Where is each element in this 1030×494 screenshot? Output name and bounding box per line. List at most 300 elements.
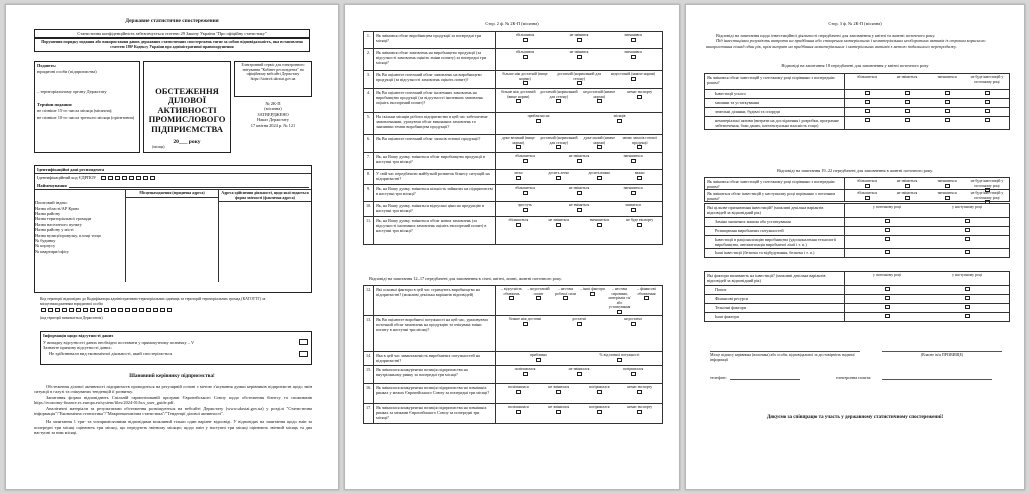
answer-option[interactable] [552,367,606,376]
answer-options [496,113,662,134]
option-checkbox[interactable] [509,296,514,300]
option-checkbox[interactable] [597,99,602,103]
option-checkbox[interactable] [577,208,582,212]
answer-option[interactable] [552,287,579,300]
answer-option[interactable] [967,109,1007,113]
question-row [364,32,662,49]
option-label: % від повної потужності [599,353,640,357]
option-checkbox[interactable] [885,296,890,300]
answer-option[interactable] [539,218,580,227]
option-checkbox[interactable] [637,145,642,149]
answer-option[interactable] [498,287,525,300]
answer-option[interactable] [847,314,927,318]
option-label: знизяться [625,203,641,207]
option-checkbox[interactable] [865,100,870,104]
answer-option[interactable] [847,179,887,188]
option-label: – відсутність обмежень [501,287,522,296]
option-checkbox[interactable] [865,196,870,200]
option-checkbox[interactable] [885,228,890,232]
option-checkbox[interactable] [945,109,950,113]
answer-option[interactable] [967,100,1007,104]
question-row [364,153,662,170]
option-checkbox[interactable] [577,159,582,163]
answer-option[interactable] [579,353,660,362]
option-checkbox[interactable] [523,81,528,85]
answer-option[interactable] [552,72,606,85]
answer-option[interactable] [498,317,552,326]
option-checkbox[interactable] [617,119,622,123]
option-checkbox[interactable] [523,159,528,163]
year-field[interactable]: 20___ року [173,139,201,146]
answer-option[interactable] [847,296,927,300]
option-checkbox[interactable] [985,91,990,95]
answer-option[interactable] [847,237,927,241]
option-label: зменшився [624,33,642,37]
answer-option[interactable] [887,118,927,122]
option-checkbox[interactable] [577,322,582,326]
answer-option[interactable] [927,179,967,188]
option-label: немає експорту [627,90,653,94]
submit-label: Подають: [37,63,57,68]
question-row [364,113,662,135]
answer-options [845,304,1009,312]
answer-option[interactable] [579,171,620,180]
question-number: 10. [364,202,374,216]
answer-option[interactable] [552,317,606,326]
answer-option[interactable] [552,186,606,195]
addr-row-label: Назва району у місті [35,227,74,233]
answer-options [845,99,1009,107]
answer-columns [845,204,1009,217]
option-checkbox[interactable] [577,372,582,376]
answer-option[interactable] [552,154,606,163]
answer-option[interactable] [498,50,552,59]
answer-option[interactable] [620,90,661,99]
option-checkbox[interactable] [523,55,528,59]
answer-options [496,404,662,423]
answer-options [496,49,662,70]
answer-option[interactable] [579,218,620,227]
option-checkbox[interactable] [556,390,561,394]
answer-option[interactable] [498,385,539,394]
option-checkbox[interactable] [865,109,870,113]
answer-options [845,117,1009,129]
answer-option[interactable] [498,136,539,149]
question-row [364,217,662,245]
absence-checkbox[interactable] [299,339,308,345]
option-label: не зміниться [896,191,918,195]
intro-paragraph: Запитання форми відповідають Спільній гармонізованій програмі Європейського Союзу щодо обстеження бізнесу та споживачів https://economy-finance.ec.europa.eu/system/files/2024-01/bcs_user_guide.pdf. [34,394,312,406]
option-checkbox[interactable] [631,55,636,59]
option-checkbox[interactable] [631,322,636,326]
option-label: зменшиться [937,179,957,183]
answer-option[interactable] [606,287,633,314]
edrpou-label: Ідентифікаційний код ЄДРПОУ [37,175,97,181]
answer-option[interactable] [887,91,927,95]
answer-option[interactable] [606,33,660,42]
answer-option[interactable] [539,405,580,414]
terms-2: не пізніше 10-го числа третього місяця (орієнтовна) [37,115,135,121]
answer-option[interactable] [498,154,552,163]
answer-option[interactable] [927,91,967,95]
email-field[interactable] [882,379,992,380]
option-checkbox[interactable] [516,176,521,180]
sub-row-label: Інвестиції в раціоналізацію виробництва (удосконалення технології виробництва, автоматизація виробничої лінії і т. п.) [705,236,845,248]
option-checkbox[interactable] [536,358,541,362]
option-checkbox[interactable] [905,109,910,113]
answer-option[interactable] [847,109,887,113]
question-21-table [704,203,1010,258]
option-checkbox[interactable] [885,314,890,318]
option-checkbox[interactable] [577,191,582,195]
answer-option[interactable] [847,287,927,291]
option-checkbox[interactable] [631,372,636,376]
answer-option[interactable] [633,287,660,300]
answer-option[interactable] [579,287,606,296]
option-checkbox[interactable] [516,390,521,394]
option-checkbox[interactable] [965,305,970,309]
answer-option[interactable] [927,191,967,200]
option-checkbox[interactable] [965,287,970,291]
option-checkbox[interactable] [905,91,910,95]
address-row-labels [35,190,125,282]
option-checkbox[interactable] [523,322,528,326]
form-period: (місячна) [264,106,282,112]
option-checkbox[interactable] [597,390,602,394]
option-checkbox[interactable] [523,38,528,42]
option-checkbox[interactable] [637,95,642,99]
answer-options [496,89,662,112]
answer-option[interactable] [887,109,927,113]
option-checkbox[interactable] [563,296,568,300]
answer-option[interactable] [847,191,887,200]
answer-options [496,170,662,184]
option-checkbox[interactable] [965,296,970,300]
option-label: збільшиться [515,154,535,158]
answer-option[interactable] [887,100,927,104]
katottg-note: Код території відповідно до Кодифікатора адміністративно-територіальних одиниць та територій територіальних громад (КАТОТТГ) за місцезнаходженням юридичної особи [40,297,266,306]
option-checkbox[interactable] [631,38,636,42]
question-row [364,352,662,366]
sub-row-label: земельні ділянки, будівлі та споруди [705,108,845,116]
option-checkbox[interactable] [965,219,970,223]
option-label: достатній (нормальний для сезону) [556,72,601,81]
answer-option[interactable] [927,250,1007,254]
option-label: зростуть [518,203,532,207]
option-checkbox[interactable] [590,292,595,296]
answer-option[interactable] [847,305,927,309]
option-label: не змінився [569,50,589,54]
edrpou-input[interactable] [100,176,156,180]
option-checkbox[interactable] [965,237,970,241]
answer-option[interactable] [606,72,660,81]
option-label: збільшився [515,50,535,54]
option-checkbox[interactable] [905,100,910,104]
option-label: не змінилася [548,385,570,389]
question-number: 12. [364,286,374,315]
question-row [364,89,662,113]
answer-option[interactable] [498,218,539,227]
column-header: у наступному році [952,273,982,277]
option-checkbox[interactable] [597,410,602,414]
option-checkbox[interactable] [965,314,970,318]
sub-row [705,249,1009,258]
option-label: більше ніж достатні [508,317,542,321]
option-label: – нестача робочої сили [555,287,576,296]
answer-option[interactable] [579,405,620,414]
answer-option[interactable] [967,91,1007,95]
answer-option[interactable] [887,191,927,200]
option-checkbox[interactable] [516,99,521,103]
option-checkbox[interactable] [523,208,528,212]
option-checkbox[interactable] [905,118,910,122]
answer-option[interactable] [606,154,660,163]
option-checkbox[interactable] [885,305,890,309]
answer-option[interactable] [620,136,661,149]
name-field[interactable] [69,183,309,188]
answer-option[interactable] [539,136,580,149]
option-checkbox[interactable] [945,100,950,104]
option-checkbox[interactable] [556,176,561,180]
option-checkbox[interactable] [631,208,636,212]
option-checkbox[interactable] [516,410,521,414]
answer-option[interactable] [927,100,967,104]
option-checkbox[interactable] [637,390,642,394]
absence-section [40,331,312,365]
answer-option[interactable] [847,250,927,254]
answer-options [845,286,1009,294]
question-row [364,170,662,185]
option-checkbox[interactable] [516,145,521,149]
option-checkbox[interactable] [985,118,990,122]
answer-options [845,236,1009,248]
option-checkbox[interactable] [644,296,649,300]
answer-option[interactable] [498,186,552,195]
actual-address-column[interactable] [219,190,311,282]
option-checkbox[interactable] [556,145,561,149]
option-checkbox[interactable] [945,91,950,95]
answer-option[interactable] [927,237,1007,241]
answer-options [845,218,1009,226]
option-checkbox[interactable] [637,410,642,414]
question-text: Як змінилася конкурентна позиція підприємства на зовнішніх ринках за межами Європейського Союзу за попередні три місяці? [374,404,496,423]
option-label: збільшиться [508,218,529,222]
answer-option[interactable] [847,100,887,104]
answer-option[interactable] [525,287,552,300]
answer-option[interactable] [539,385,580,394]
question-text: Як змінився обсяг замовлень на виробництво продукції (за відсутності замовлень оцініть зміни попиту) за попередні три місяці? [374,49,496,70]
option-checkbox[interactable] [945,184,950,188]
option-checkbox[interactable] [577,55,582,59]
answer-option[interactable] [606,50,660,59]
answer-option[interactable] [927,296,1007,300]
sub-row [705,295,1009,304]
answer-option[interactable] [847,219,927,223]
option-checkbox[interactable] [556,223,561,227]
option-checkbox[interactable] [865,118,870,122]
option-checkbox[interactable] [577,38,582,42]
answer-option[interactable] [498,171,539,180]
answer-option[interactable] [620,218,661,227]
option-checkbox[interactable] [905,184,910,188]
option-checkbox[interactable] [523,372,528,376]
question-row [364,71,662,89]
answer-option[interactable] [927,314,1007,318]
sub-row [705,117,1009,130]
option-checkbox[interactable] [597,145,602,149]
answer-option[interactable] [967,118,1007,122]
option-checkbox[interactable] [945,118,950,122]
sub-row [705,99,1009,108]
answer-option[interactable] [606,186,660,195]
option-checkbox[interactable] [631,191,636,195]
answer-option[interactable] [579,385,620,394]
question-text: Як змінилася конкурентна позиція підприємства на внутрішньому ринку за попередні три місяці? [374,366,496,383]
option-checkbox[interactable] [516,223,521,227]
option-label: не змінилася [548,405,570,409]
option-checkbox[interactable] [905,196,910,200]
answer-option[interactable] [927,109,967,113]
question-text: Як змінився обсяг інвестицій у поточному році порівняно з попереднім роком? [705,74,845,89]
answer-option[interactable] [847,91,887,95]
option-checkbox[interactable] [536,296,541,300]
answer-option[interactable] [606,317,660,326]
option-label: досить важко [588,171,611,175]
answer-options [845,295,1009,303]
answer-option[interactable] [927,305,1007,309]
option-checkbox[interactable] [631,77,636,81]
option-label: достатній (нормальний для сезону) [540,90,578,99]
answer-option[interactable] [498,405,539,414]
question-text: Як, на Вашу думку, зміняться відпускні ціни на продукцію в наступні три місяці? [374,202,496,216]
katottg-input[interactable] [40,308,173,312]
option-label: поліпшилася [507,405,529,409]
answer-options [496,217,662,244]
option-checkbox[interactable] [556,410,561,414]
answer-option[interactable] [606,367,660,376]
option-checkbox[interactable] [885,237,890,241]
option-checkbox[interactable] [577,81,582,85]
option-checkbox[interactable] [637,176,642,180]
answer-option[interactable] [927,219,1007,223]
column-header: у наступному році [952,205,982,209]
sub-row [705,227,1009,236]
option-checkbox[interactable] [617,358,622,362]
option-checkbox[interactable] [617,310,622,314]
name-line[interactable] [882,351,1002,352]
answer-option[interactable] [539,90,580,103]
option-checkbox[interactable] [985,100,990,104]
option-checkbox[interactable] [965,250,970,254]
answer-options [496,286,662,315]
option-checkbox[interactable] [885,219,890,223]
option-checkbox[interactable] [985,109,990,113]
survey-title-box [143,61,231,153]
answer-option[interactable] [498,33,552,42]
answer-option[interactable] [847,118,887,122]
question-number: 4. [364,89,374,112]
question-row [364,202,662,217]
answer-option[interactable] [579,136,620,149]
question-number: 11. [364,217,374,244]
answer-option[interactable] [552,50,606,59]
answer-option[interactable] [498,367,552,376]
option-checkbox[interactable] [556,99,561,103]
question-row [364,49,662,71]
answer-option[interactable] [927,287,1007,291]
option-checkbox[interactable] [637,223,642,227]
question-number: 9. [364,185,374,201]
question-text: Як Ви оцінюєте виробничі потужності на цей час, ураховуючи поточний обсяг замовлень на продукцію та очікувані зміни попиту в наступні три місяці? [374,316,496,351]
answer-option[interactable] [927,118,967,122]
answer-option[interactable] [498,203,552,212]
absence-text-3: Не здійснювали вид економічної діяльності, який спостерігається [49,351,173,357]
option-checkbox[interactable] [865,184,870,188]
intro-text: Відповіді на запитання щодо інвестиційної діяльності передбачені для заповнення у квітні та жовтні поточного року. [716,33,936,38]
answer-option[interactable] [847,228,927,232]
option-checkbox[interactable] [597,223,602,227]
answer-option[interactable] [498,90,539,103]
answer-option[interactable] [579,90,620,103]
option-checkbox[interactable] [597,176,602,180]
answer-option[interactable] [498,72,552,85]
option-checkbox[interactable] [536,119,541,123]
question-row [364,404,662,424]
option-label: недостатній (нижче норми) [583,90,616,99]
option-checkbox[interactable] [865,91,870,95]
answer-option[interactable] [539,171,580,180]
option-label: не зміниться [896,179,918,183]
answer-option[interactable] [498,114,579,123]
phone-label: телефон: [710,375,727,380]
option-label: не зміняться [568,203,590,207]
signature-line[interactable] [710,351,860,352]
answer-option[interactable] [620,171,661,180]
option-label: збільшиться [857,191,877,195]
answer-option[interactable] [498,353,579,362]
answer-options [845,190,1009,201]
option-label: зменшиться [937,191,957,195]
option-checkbox[interactable] [965,228,970,232]
answer-option[interactable] [620,405,661,414]
option-checkbox[interactable] [631,159,636,163]
answer-option[interactable] [579,114,660,123]
answer-option[interactable] [552,33,606,42]
answer-option[interactable] [552,203,606,212]
e-service-text: Електронний сервіс для електронного звітування "Кабінет респондента" на офіційному вебсайті Держстату https://statzvit.ukrstat.gov.ua [241,63,305,82]
no-activity-checkbox[interactable] [299,351,308,357]
question-number: 13. [364,316,374,351]
answer-option[interactable] [620,385,661,394]
option-checkbox[interactable] [523,191,528,195]
option-checkbox[interactable] [885,287,890,291]
option-label: погіршилася [589,405,610,409]
question-text: Як змінився обсяг виробництва продукції за попередні три місяці? [374,32,496,48]
terms-label: Терміни подання: [37,102,73,108]
legal-address-column[interactable] [125,190,219,282]
option-checkbox[interactable] [885,250,890,254]
question-text: Як зміниться обсяг інвестицій у наступному році порівняно з поточним роком? [705,190,845,201]
answer-option[interactable] [927,228,1007,232]
phone-field[interactable] [730,379,800,380]
option-checkbox[interactable] [945,196,950,200]
answer-option[interactable] [606,203,660,212]
question-row [364,384,662,404]
absence-title: Інформація щодо відсутності даних [43,333,114,338]
intro-paragraph: На запитання 1 три- та чотиримісячними відповідями можливий тільки один варіант відповіді. У відповідях на запитання щодо змін за попередні три місяці оцінюють три місяці, що передують звітному місяцю; щодо змін у наступні три місяці оцінюють звітний місяць та два наступні за ним місяці. [34,419,312,436]
option-label: приблизно [529,353,548,357]
answer-option[interactable] [887,179,927,188]
